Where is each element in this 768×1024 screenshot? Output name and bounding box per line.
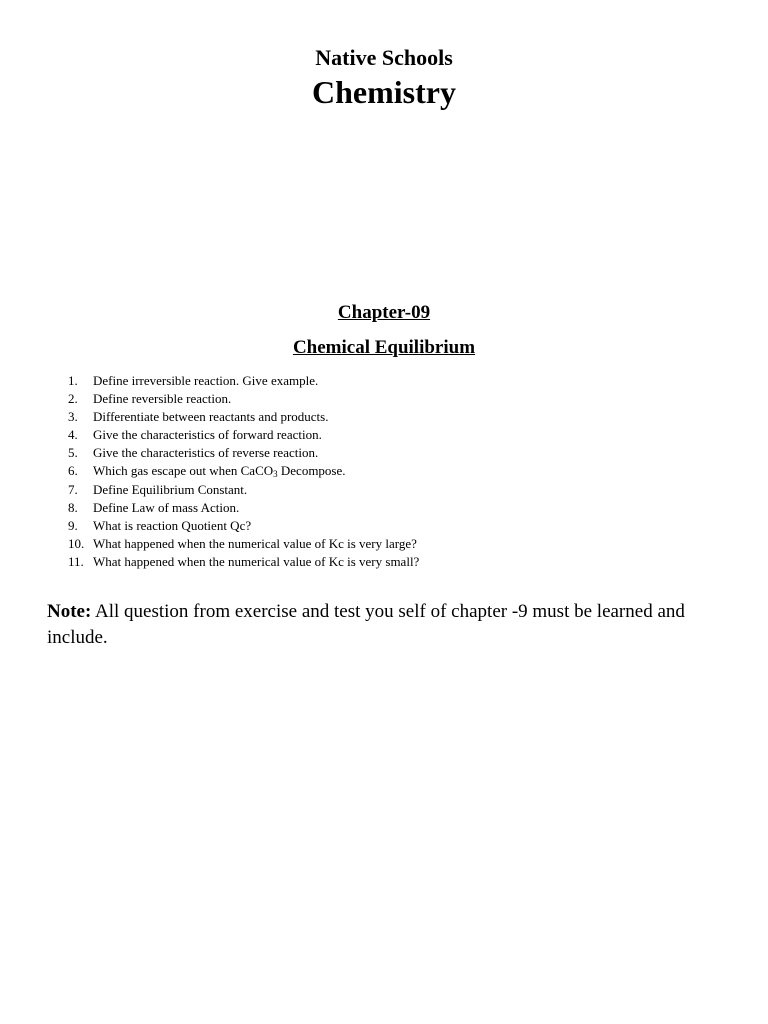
question-item <box>68 390 728 408</box>
question-number: 7. <box>68 482 78 497</box>
question-text: What happened when the numerical value of Kc is very small? <box>93 554 420 569</box>
question-text: What happened when the numerical value of Kc is very large? <box>93 536 417 551</box>
question-number: 4. <box>68 427 78 442</box>
question-item <box>68 462 728 481</box>
question-number: 6. <box>68 463 78 478</box>
question-item <box>68 535 728 553</box>
note-text: All question from exercise and test you self of chapter -9 must be learned and include. <box>47 601 685 648</box>
question-item <box>68 372 728 390</box>
question-text-after: Decompose. <box>277 463 346 478</box>
question-item <box>68 426 728 444</box>
question-text: Define irreversible reaction. Give example. <box>93 373 319 388</box>
question-list <box>68 372 728 571</box>
question-text: Give the characteristics of reverse reaction. <box>93 445 319 460</box>
question-number: 10. <box>68 536 85 551</box>
question-text: Define Equilibrium Constant. <box>93 482 248 497</box>
question-number: 8. <box>68 500 78 515</box>
question-number: 5. <box>68 445 78 460</box>
question-text: Give the characteristics of forward reaction. <box>93 427 322 442</box>
subject-title: Chemistry <box>312 74 456 110</box>
question-item <box>68 408 728 426</box>
chemical-subscript: 3 <box>273 469 278 479</box>
question-number: 2. <box>68 391 78 406</box>
question-item <box>68 499 728 517</box>
question-text <box>93 462 346 481</box>
question-number: 9. <box>68 518 78 533</box>
question-number: 11. <box>68 554 84 569</box>
question-item <box>68 481 728 499</box>
question-text: Define Law of mass Action. <box>93 500 240 515</box>
chapter-title: Chemical Equilibrium <box>292 337 476 358</box>
question-text: Differentiate between reactants and products. <box>93 409 329 424</box>
question-number: 1. <box>68 373 78 388</box>
school-name: Native Schools <box>315 45 453 70</box>
question-text: What is reaction Quotient Qc? <box>93 518 252 533</box>
note-label: Note: <box>47 601 92 622</box>
question-item <box>68 517 728 535</box>
question-item <box>68 553 728 571</box>
chapter-number: Chapter-09 <box>337 302 431 323</box>
note-paragraph <box>47 599 727 651</box>
question-text: Define reversible reaction. <box>93 391 232 406</box>
question-item <box>68 444 728 462</box>
question-text-before: Which gas escape out when CaCO <box>93 463 274 478</box>
question-number: 3. <box>68 409 78 424</box>
